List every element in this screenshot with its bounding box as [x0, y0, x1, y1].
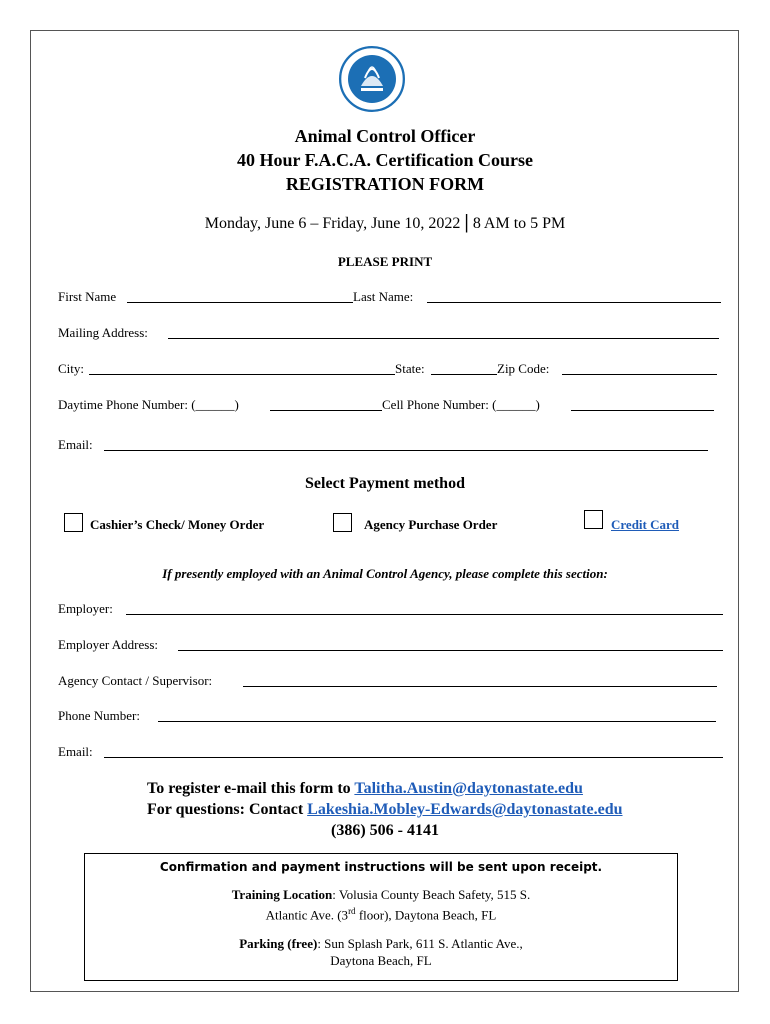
agency-po-label: Agency Purchase Order: [364, 517, 498, 532]
cashiers-check-label: Cashier’s Check/ Money Order: [90, 517, 265, 532]
questions-prefix: For questions: Contact: [147, 801, 304, 818]
register-line: [147, 779, 583, 799]
mailing-address-field[interactable]: [168, 338, 719, 339]
confirmation-note: Confirmation and payment instructions will be sent upon receipt.: [159, 860, 603, 874]
parking-info-line-2: Daytona Beach, FL: [330, 953, 432, 969]
zip-field[interactable]: [562, 374, 717, 375]
employer-label: Employer:: [58, 601, 113, 616]
training-location-line-2: [85, 903, 677, 923]
credit-card-link[interactable]: Credit Card: [611, 517, 680, 532]
parking-info: [85, 935, 677, 952]
payment-method-title: Select Payment method: [305, 475, 465, 492]
title-line-1: Animal Control Officer: [294, 126, 476, 146]
cashiers-check-checkbox[interactable]: [64, 513, 83, 532]
cell-phone-field[interactable]: [571, 410, 714, 411]
email-field[interactable]: [104, 450, 708, 451]
employer-phone-label: Phone Number:: [58, 708, 140, 723]
please-print-label: PLEASE PRINT: [337, 254, 433, 269]
register-email-link[interactable]: Talitha.Austin@daytonastate.edu: [354, 780, 583, 797]
time-range: 8 AM to 5 PM: [472, 215, 566, 232]
title-line-3: REGISTRATION FORM: [285, 174, 485, 194]
course-dates: [0, 211, 770, 234]
agency-contact-field[interactable]: [243, 686, 717, 687]
credit-card-checkbox[interactable]: [584, 510, 603, 529]
employer-address-field[interactable]: [178, 650, 723, 651]
questions-email-link[interactable]: Lakeshia.Mobley-Edwards@daytonastate.edu: [307, 801, 623, 818]
cell-phone-label: Cell Phone Number: (______): [382, 397, 540, 412]
employer-address-label: Employer Address:: [58, 637, 159, 652]
city-label: City:: [58, 361, 85, 376]
first-name-label: First Name: [58, 289, 117, 304]
first-name-field[interactable]: [127, 302, 353, 303]
info-box: [84, 853, 678, 981]
contact-phone: (386) 506 - 4141: [331, 822, 439, 839]
training-text-1: : Volusia County Beach Safety, 515 S.: [332, 887, 531, 902]
employer-field[interactable]: [126, 614, 723, 615]
mailing-address-label: Mailing Address:: [58, 325, 148, 340]
date-range: Monday, June 6 – Friday, June 10, 2022: [204, 215, 461, 232]
parking-label: Parking (free): [239, 936, 318, 952]
last-name-field[interactable]: [427, 302, 721, 303]
email-label: Email:: [58, 437, 93, 452]
employer-email-label: Email:: [58, 744, 93, 759]
questions-line: [147, 800, 623, 820]
training-label: Training Location: [231, 887, 333, 902]
title-line-2: 40 Hour F.A.C.A. Certification Course: [237, 150, 533, 170]
agency-po-checkbox[interactable]: [333, 513, 352, 532]
zip-label: Zip Code:: [497, 361, 550, 376]
employer-phone-field[interactable]: [158, 721, 716, 722]
last-name-label: Last Name:: [353, 289, 414, 304]
form-title: [0, 124, 770, 196]
daytime-phone-field[interactable]: [270, 410, 382, 411]
city-field[interactable]: [89, 374, 395, 375]
employer-section-note: If presently employed with an Animal Control Agency, please complete this section:: [162, 566, 608, 581]
agency-contact-label: Agency Contact / Supervisor:: [58, 673, 213, 688]
training-location: [85, 886, 677, 903]
parking-text-1: : Sun Splash Park, 611 S. Atlantic Ave.,: [317, 936, 523, 952]
training-text-2a: Atlantic Ave. (3: [265, 907, 349, 923]
state-field[interactable]: [431, 374, 497, 375]
daytime-phone-label: Daytime Phone Number: (______): [58, 397, 239, 412]
employer-email-field[interactable]: [104, 757, 723, 758]
training-text-2b: floor), Daytona Beach, FL: [355, 907, 497, 923]
college-seal-icon: [339, 46, 405, 112]
state-label: State:: [395, 361, 425, 376]
date-separator: |: [464, 211, 469, 233]
register-prefix: To register e-mail this form to: [147, 780, 351, 797]
training-sup: rd: [348, 906, 356, 916]
